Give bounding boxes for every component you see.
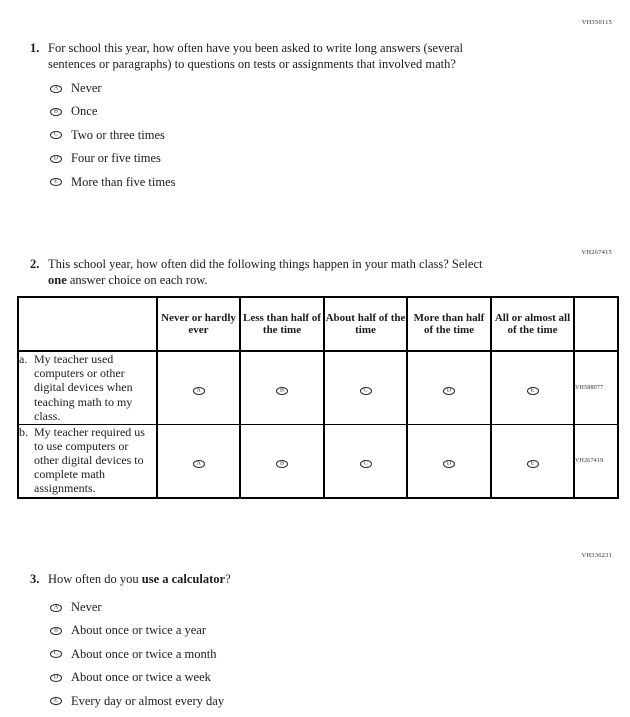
question-2-text-bold: one [48, 273, 67, 287]
question-1 [30, 40, 590, 72]
question-1-text-line2: sentences or paragraphs) to questions on tests or assignments that involved math? [48, 57, 456, 71]
matrix-col-header: All or almost all of the time [491, 297, 574, 351]
option-label: Four or five times [71, 151, 161, 166]
item-code-q2: VH267415 [581, 249, 612, 256]
option-row [50, 623, 224, 638]
answer-bubble-c[interactable]: C [360, 387, 372, 395]
row-a-cell-never [157, 351, 240, 424]
question-3-text [48, 571, 231, 587]
option-label: Every day or almost every day [71, 693, 225, 708]
question-3-text-after: ? [225, 572, 231, 586]
question-2 [30, 256, 590, 288]
row-a-cell-more-than-half [407, 351, 491, 424]
option-row [50, 694, 224, 709]
row-a-cell-all [491, 351, 574, 424]
option-row [50, 128, 176, 143]
matrix-corner-cell [18, 297, 157, 351]
row-b-cell-less-than-half [240, 424, 324, 498]
question-2-text [48, 256, 482, 288]
question-1-text [48, 40, 463, 72]
option-row [50, 670, 224, 685]
row-a-letter: a. [19, 352, 28, 366]
row-b-statement-cell [18, 424, 157, 498]
question-2-number: 2. [30, 257, 40, 271]
option-label: About once or twice a week [71, 670, 211, 685]
option-label: Never [71, 81, 102, 95]
answer-bubble-a[interactable]: A [193, 460, 205, 468]
question-2-text-line1: This school year, how often did the following things happen in your math class? Select [48, 257, 483, 271]
answer-bubble-c[interactable]: C [360, 460, 372, 468]
row-b-cell-never [157, 424, 240, 498]
row-b-statement: My teacher required us to use computers or other digital devices to complete math assignments. [34, 424, 145, 496]
question-3-number: 3. [30, 572, 40, 586]
row-b-item-code: VH267419 [574, 424, 618, 498]
row-a-item-code: VH588077 [574, 351, 618, 424]
answer-bubble-b[interactable]: B [276, 387, 288, 395]
option-row [50, 104, 176, 119]
option-row [50, 81, 176, 96]
answer-bubble-e[interactable]: E [527, 387, 539, 395]
question-3-text-bold: use a calculator [141, 572, 226, 586]
row-b-letter: b. [19, 424, 28, 439]
answer-bubble-b[interactable]: B [276, 460, 288, 468]
row-b-cell-all [491, 424, 574, 498]
answer-bubble-a[interactable]: A [193, 387, 205, 395]
matrix-col-header: Never or hardly ever [157, 297, 240, 351]
item-code-q3: VH336231 [581, 552, 612, 559]
answer-bubble-a[interactable]: A [50, 85, 62, 93]
option-row [50, 647, 224, 662]
question-3-text-before: How often do you [48, 572, 142, 586]
matrix-row-b [18, 424, 618, 498]
answer-bubble-e[interactable]: E [50, 178, 62, 186]
item-code-q1: VH350115 [581, 19, 612, 26]
matrix-row-a [18, 351, 618, 424]
option-label: Once [71, 104, 98, 119]
row-a-statement: My teacher used computers or other digital devices when teaching math to my class. [34, 352, 133, 423]
answer-bubble-b[interactable]: B [50, 627, 62, 635]
matrix-header-row [18, 297, 618, 351]
question-1-options [50, 81, 176, 198]
option-label: About once or twice a month [71, 646, 217, 661]
row-a-cell-about-half [324, 351, 407, 424]
option-label: More than five times [71, 174, 176, 189]
answer-bubble-e[interactable]: E [527, 460, 539, 468]
answer-bubble-d[interactable]: D [50, 674, 62, 682]
matrix-code-header-cell [574, 297, 618, 351]
answer-bubble-d[interactable]: D [50, 155, 62, 163]
question-2-text-line2: answer choice on each row. [66, 273, 208, 287]
option-label: Two or three times [71, 127, 165, 142]
question-2-matrix-table [17, 296, 619, 499]
answer-bubble-b[interactable]: B [50, 108, 62, 116]
answer-bubble-d[interactable]: D [443, 460, 455, 468]
answer-bubble-e[interactable]: E [50, 697, 62, 705]
option-label: Never [71, 600, 102, 614]
answer-bubble-a[interactable]: A [50, 604, 62, 612]
option-row [50, 175, 176, 190]
question-1-number: 1. [30, 41, 40, 55]
option-row [50, 600, 224, 615]
question-3-options [50, 600, 224, 717]
option-label: About once or twice a year [71, 623, 207, 638]
matrix-col-header: More than half of the time [407, 297, 491, 351]
row-b-cell-about-half [324, 424, 407, 498]
row-b-cell-more-than-half [407, 424, 491, 498]
answer-bubble-c[interactable]: C [50, 650, 62, 658]
row-a-statement-cell [18, 351, 157, 424]
answer-bubble-c[interactable]: C [50, 131, 62, 139]
option-row [50, 151, 176, 166]
question-3 [30, 571, 590, 587]
answer-bubble-d[interactable]: D [443, 387, 455, 395]
row-a-cell-less-than-half [240, 351, 324, 424]
matrix-col-header: About half of the time [324, 297, 407, 351]
question-1-text-line1: For school this year, how often have you been asked to write long answers (several [48, 41, 464, 55]
matrix-col-header: Less than half of the time [240, 297, 324, 351]
